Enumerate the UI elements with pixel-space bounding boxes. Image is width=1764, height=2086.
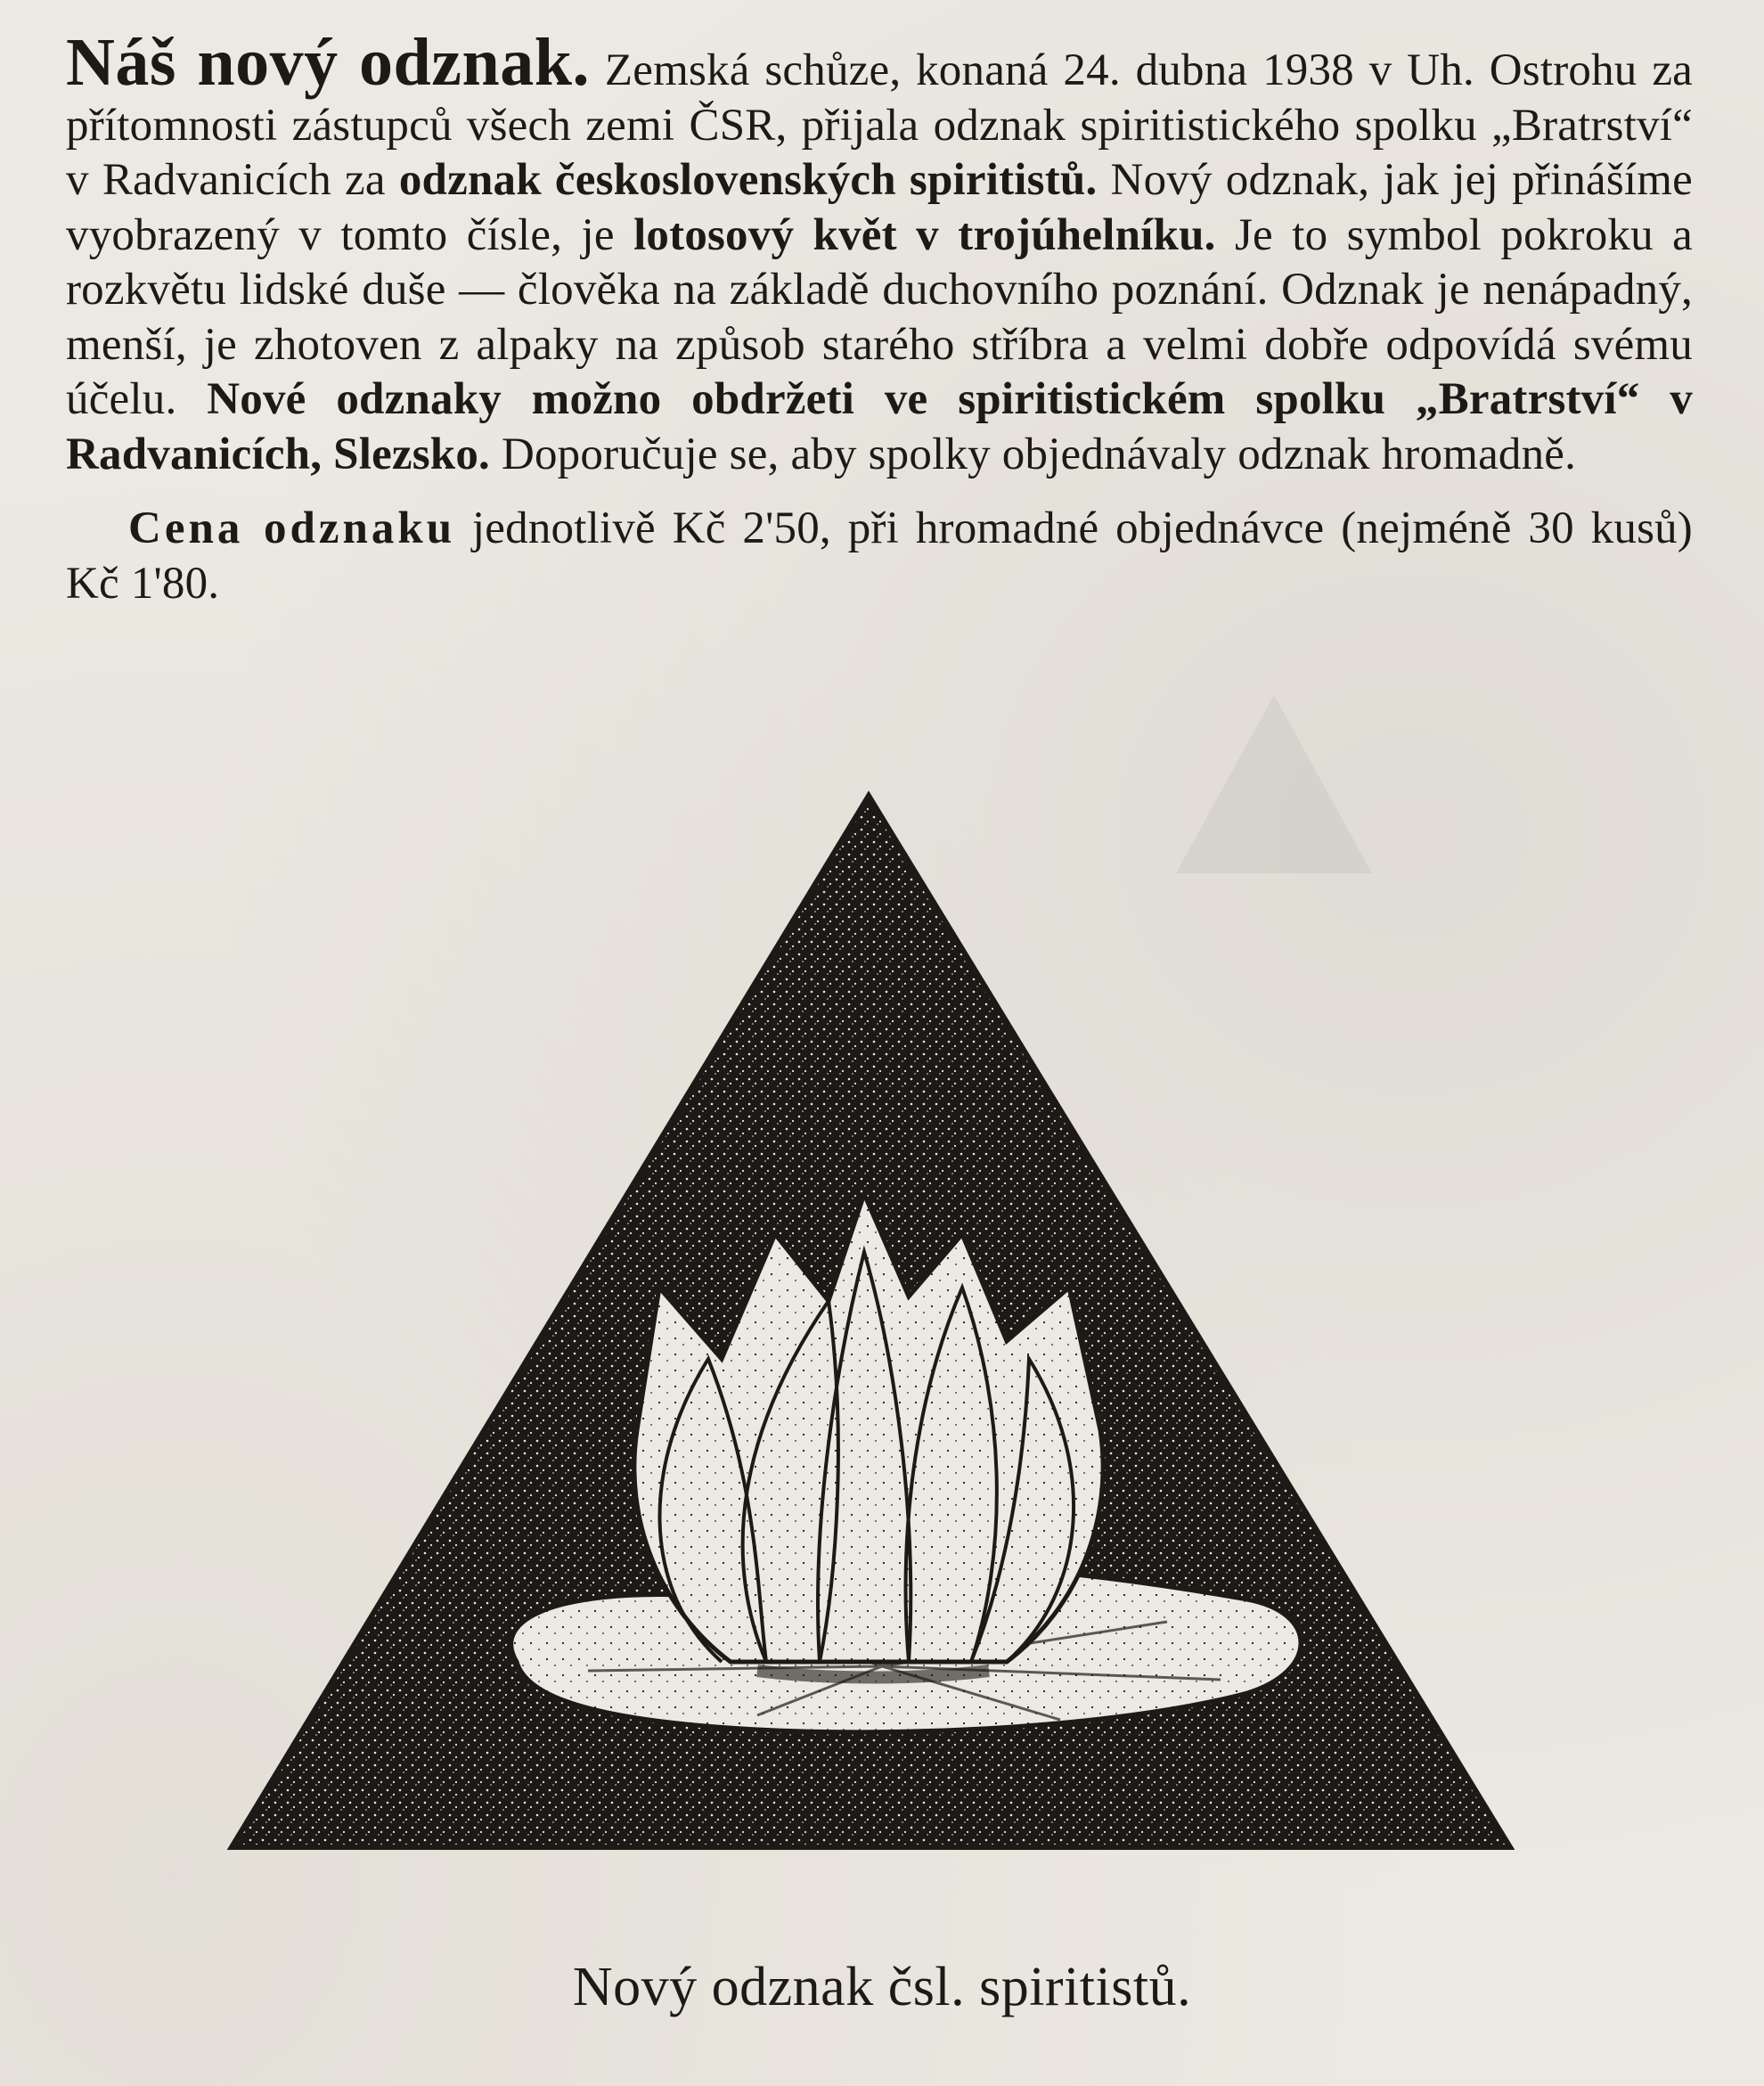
badge-figure <box>223 789 1515 1880</box>
article-title: Náš nový odznak. <box>66 25 591 100</box>
price-paragraph <box>66 502 1693 611</box>
price-label: Cena odznaku <box>128 503 456 553</box>
article <box>66 25 1694 611</box>
paragraph-bold-text: lotosový květ v trojúhelníku. <box>633 209 1216 260</box>
paragraph-text: Je to symbol pokroku a rozkvětu lidské duše — člověka na základě duchovního poznání. Odznak je nenápadný, menší, je zhotoven z alpaky na způsob starého stříbra a velmi dobře odpovídá svému účelu. <box>66 209 1693 424</box>
paragraph-bold-text: Nové odznaky možno obdržeti ve spiritistickém spolku „Bratrství“ v Radvanicích, Slezsko. <box>66 374 1693 479</box>
paragraph-text: Nový odznak, jak jej přinášíme vyobrazený v tomto čísle, je <box>66 155 1693 260</box>
figure-caption: Nový odznak čsl. spiritistů. <box>572 1957 1192 2017</box>
paragraph-text: Zemská schůze, konaná 24. dubna 1938 v Uh. Ostrohu za přítomnosti zástupců všech zemi ČSR, přijala odznak spiritistického spolku „Bratrství“ v Radvanicích za <box>66 45 1694 205</box>
paragraph-bold-text: odznak československých spiritistů. <box>398 155 1098 205</box>
paragraph-text: Doporučuje se, aby spolky objednávaly odznak hromadně. <box>490 429 1577 479</box>
article-paragraph <box>66 25 1694 482</box>
price-text: jednotlivě Kč 2'50, při hromadné objednávce (nejméně 30 kusů) Kč 1'80. <box>66 503 1693 609</box>
